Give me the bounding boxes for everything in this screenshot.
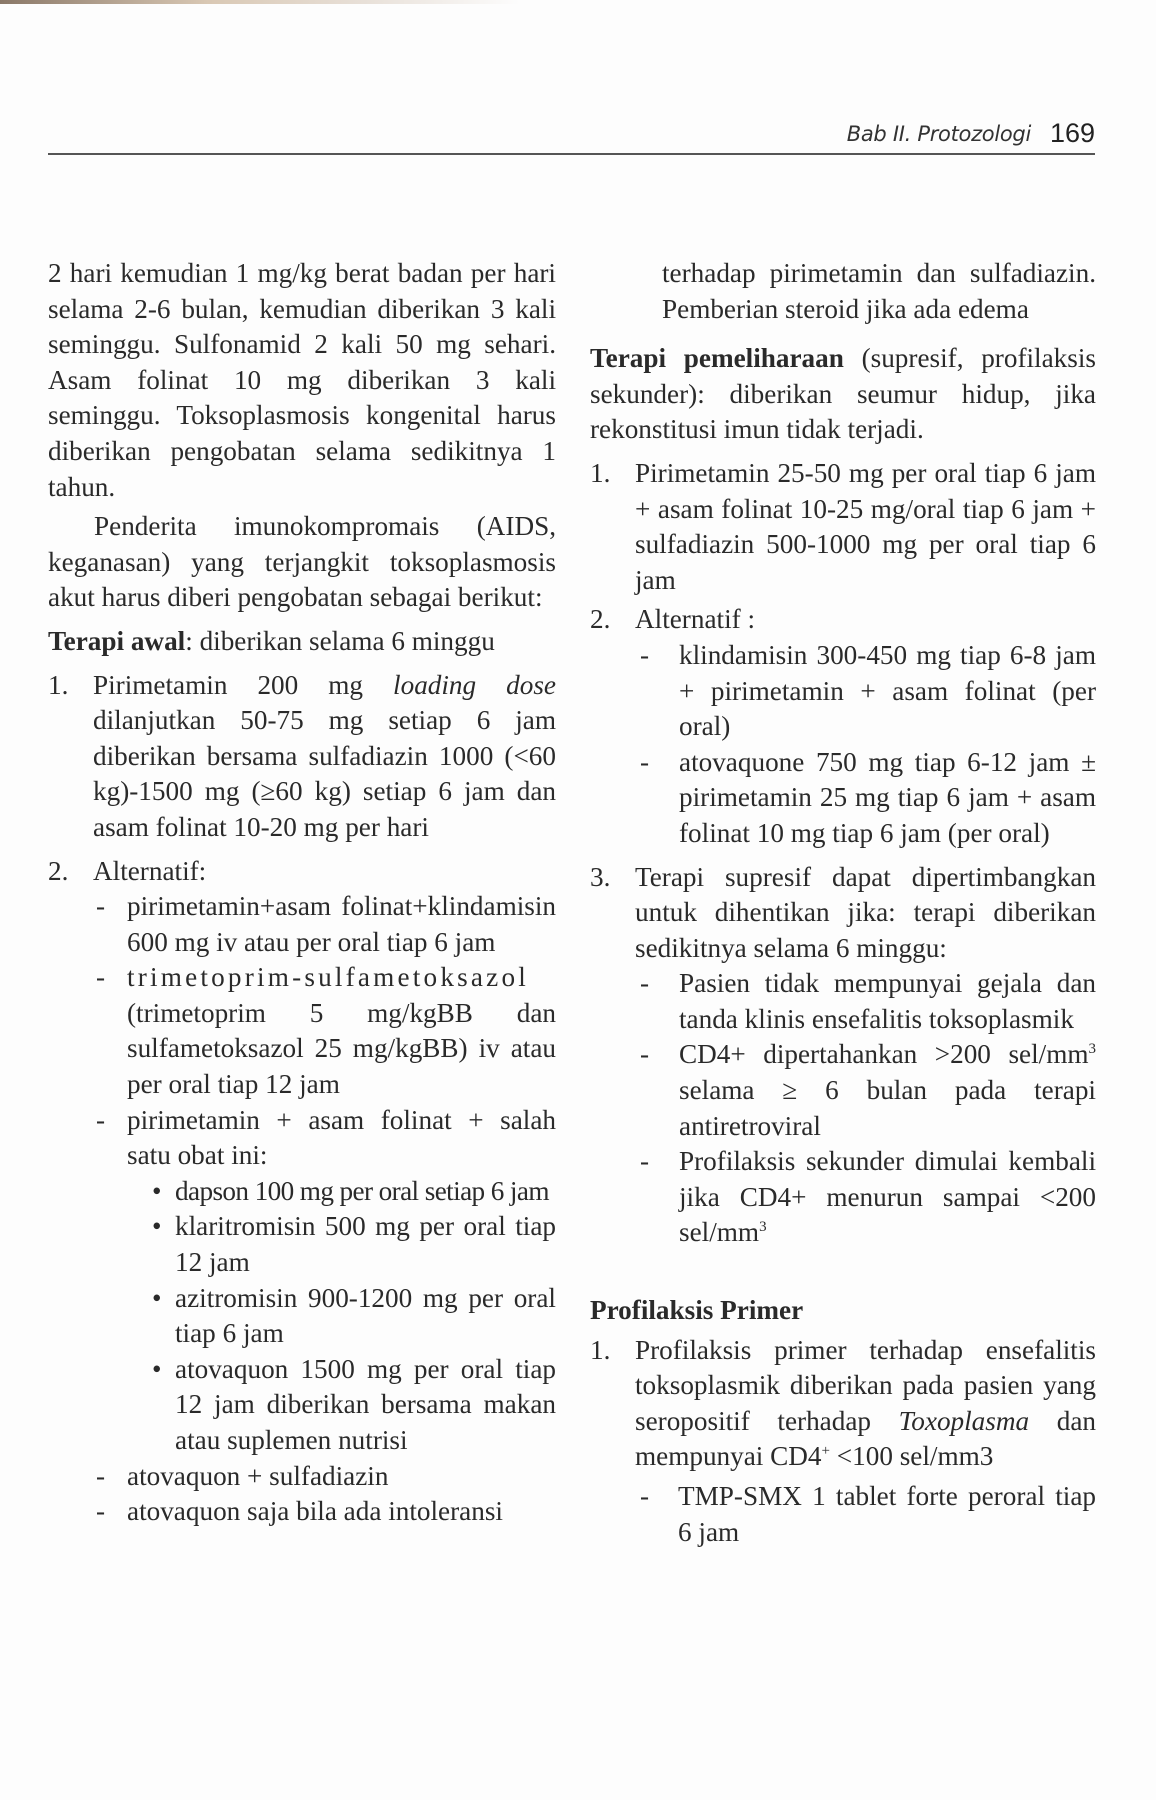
maintenance-item-3: 3. Terapi supresif dapat dipertimbangkan untuk dihentikan jika: terapi diberikan sedikitnya selama 6 minggu: xyxy=(590,861,1096,963)
alt-item: - atovaquon saja bila ada intoleransi xyxy=(96,1496,503,1527)
left-column xyxy=(48,256,556,1530)
stop-condition-item: - Profilaksis sekunder dimulai kembali jika CD4+ menurun sampai <200 sel/$mm^3$ xyxy=(640,1146,1096,1248)
continuation-text: terhadap pirimetamin dan sulfadiazin. Pemberian steroid jika ada edema xyxy=(662,258,1096,324)
alt-item: - pirimetamin + asam folinat + salah satu obat ini: xyxy=(96,1104,556,1171)
header-rule xyxy=(48,153,1095,155)
terapi-pemeliharaan-paragraph: Terapi pemeliharaan (supresif, profilaksis sekunder): diberikan seumur hidup, jika rekonstitusi imun tidak terjadi. xyxy=(590,343,1096,445)
list-item-1: 1. Pirimetamin 200 mg loading dose dilanjutkan 50-75 mg setiap 6 jam diberikan bersama sulfadiazin 1000 (<60 kg)-1500 mg (≥60 kg) setiap 6 jam dan asam folinat 10-20 mg per hari xyxy=(48,669,556,842)
sub-bullet-item: • atovaquon 1500 mg per oral tiap 12 jam diberikan bersama makan atau suplemen nutrisi xyxy=(152,1353,556,1455)
scan-edge-artifact xyxy=(0,0,520,4)
section-heading-profilaksis-primer: Profilaksis Primer xyxy=(590,1295,804,1326)
paragraph-continuation: 2 hari kemudian 1 mg/kg berat badan per hari selama 2-6 bulan, kemudian diberikan 3 kali seminggu. Sulfonamid 2 kali 50 mg sehari. Asam folinat 10 mg diberikan 3 kali seminggu. Toksoplasmosis kongenital harus diberikan pengobatan selama sedikitnya 1 tahun. xyxy=(48,258,556,502)
maintenance-item-2: 2. Alternatif : xyxy=(590,604,756,635)
maintenance-alt-item: - atovaquone 750 mg tiap 6-12 jam ± pirimetamin 25 mg tiap 6 jam + asam folinat 10 mg tiap 6 jam (per oral) xyxy=(640,746,1096,848)
alt-item: - atovaquon + sulfadiazin xyxy=(96,1460,389,1491)
running-title: Bab II. Protozologi xyxy=(846,122,1031,146)
maintenance-item-1: 1. Pirimetamin 25-50 mg per oral tiap 6 jam + asam folinat 10-25 mg/oral tiap 6 jam + sulfadiazin 500-1000 mg per oral tiap 6 jam xyxy=(590,457,1096,595)
alt-item: - pirimetamin+asam folinat+klindamisin 600 mg iv atau per oral tiap 6 jam xyxy=(96,891,556,957)
terapi-awal-label: Terapi awal xyxy=(48,625,186,656)
stop-condition-item: - Pasien tidak mempunyai gejala dan tanda klinis ensefalitis toksoplasmik xyxy=(640,968,1096,1034)
primer-sub-item: - TMP-SMX 1 tablet forte peroral tiap 6 jam xyxy=(640,1481,1096,1547)
sub-bullet-item: • azitromisin 900-1200 mg per oral tiap 6 jam xyxy=(152,1282,556,1349)
terapi-awal-line: Terapi awal: diberikan selama 6 minggu xyxy=(48,625,495,656)
maintenance-alt-item: - klindamisin 300-450 mg tiap 6-8 jam + pirimetamin + asam folinat (per oral) xyxy=(640,639,1096,742)
primer-item-1: 1. Profilaksis primer terhadap ensefalitis toksoplasmik diberikan pada pasien yang seropositif terhadap Toxoplasma dan mempunyai CD4+ <100 sel/mm3 xyxy=(590,1334,1096,1472)
stop-condition-item: - CD4+ dipertahankan >200 sel/$mm^3$ selama ≥ 6 bulan pada terapi antiretroviral xyxy=(640,1039,1096,1141)
sub-bullet-item: • dapson 100 mg per oral setiap 6 jam xyxy=(152,1175,549,1206)
page-number: 169 xyxy=(1049,118,1095,148)
terapi-pemeliharaan-label: Terapi pemeliharaan xyxy=(590,343,844,374)
alt-item: - trimetoprim-sulfametoksazol (trimetoprim 5 mg/kgBB dan sulfametoksazol 25 mg/kgBB) iv atau per oral tiap 12 jam xyxy=(96,962,556,1100)
sub-bullet-item: • klaritromisin 500 mg per oral tiap 12 jam xyxy=(152,1211,556,1278)
list-item-2: 2. Alternatif: xyxy=(48,855,207,886)
paragraph-immunocompromised: Penderita imunokompromais (AIDS, keganasan) yang terjangkit toksoplasmosis akut harus diberi pengobatan sebagai berikut: xyxy=(48,511,556,613)
right-column xyxy=(590,256,1096,1550)
page-header xyxy=(48,118,1095,154)
